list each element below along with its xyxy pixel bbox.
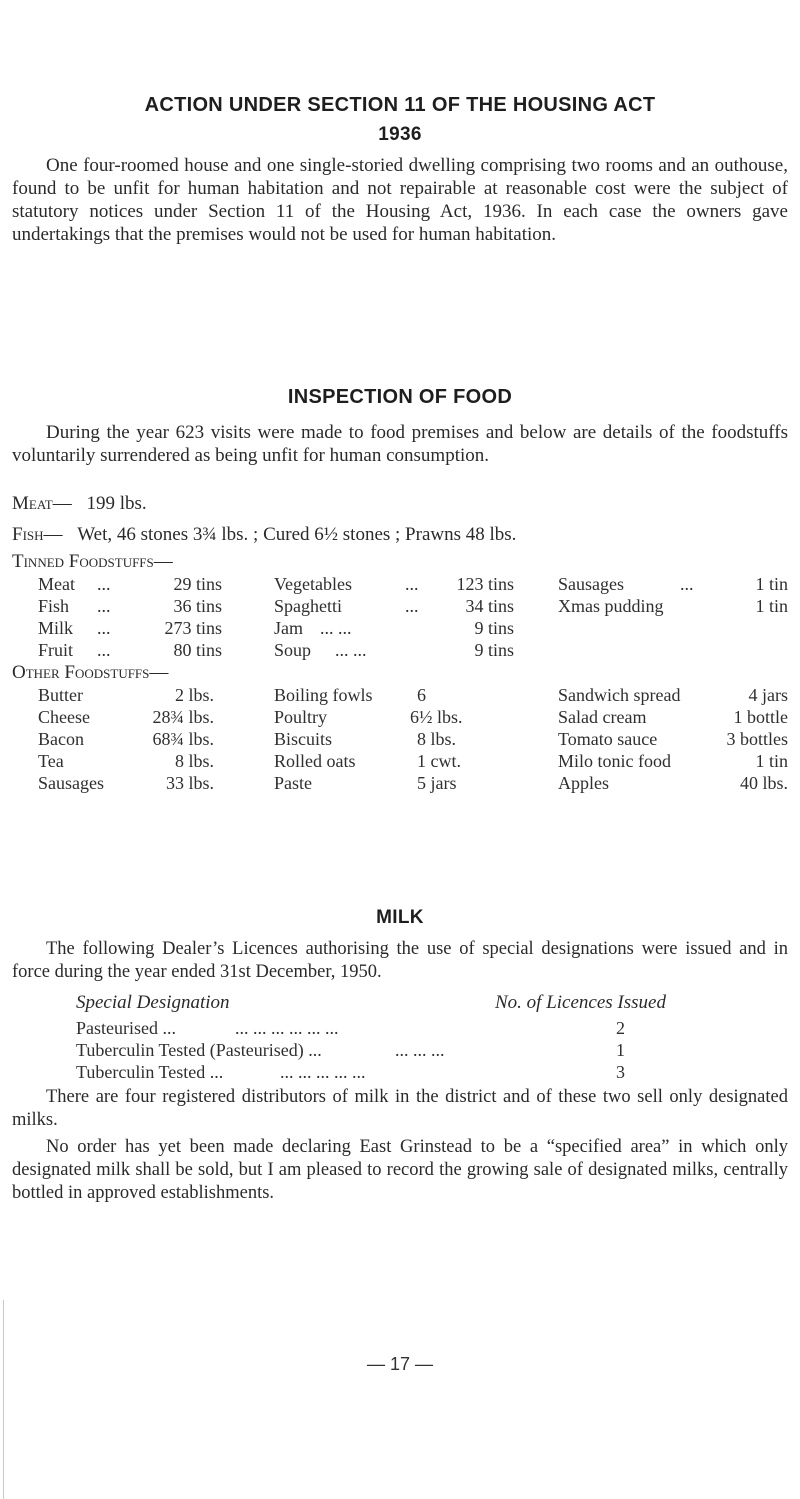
other-item: Rolled oats <box>274 751 356 771</box>
food-heading: INSPECTION OF FOOD <box>287 386 513 408</box>
other-item: Tomato sauce <box>558 729 658 749</box>
scan-margin-line <box>3 1300 4 1499</box>
other-item: Biscuits <box>274 729 333 749</box>
tinned-dots: ... ... <box>335 640 367 660</box>
other-qty: 1 bottle <box>733 707 788 727</box>
tinned-dots: ... ... <box>320 618 352 638</box>
other-qty: 28¾ lbs. <box>152 707 214 727</box>
tinned-qty: 1 tin <box>755 574 788 594</box>
tinned-qty: 1 tin <box>755 596 788 616</box>
meat-label: Meat— <box>12 493 72 514</box>
other-qty: 6½ lbs. <box>410 707 463 727</box>
other-qty: 3 bottles <box>726 729 788 749</box>
tinned-dots: ... <box>405 574 419 594</box>
other-qty: 1 cwt. <box>417 751 461 771</box>
tinned-foodstuffs-label: Tinned Foodstuffs— <box>12 551 173 572</box>
other-qty: 6 <box>417 685 426 705</box>
tinned-dots: ... <box>97 618 111 638</box>
other-item: Poultry <box>274 707 328 727</box>
tinned-qty: 29 tins <box>173 574 222 594</box>
other-foodstuffs-label: Other Foodstuffs— <box>12 662 169 683</box>
other-item: Tea <box>38 751 64 771</box>
other-qty: 4 jars <box>748 685 788 705</box>
tinned-item: Milk <box>38 618 74 638</box>
other-item: Butter <box>38 685 83 705</box>
other-qty: 2 lbs. <box>174 685 214 705</box>
other-item: Apples <box>558 773 609 793</box>
designation-name: Tuberculin Tested (Pasteurised) ... <box>76 1040 322 1060</box>
other-item: Bacon <box>38 729 84 749</box>
other-item: Paste <box>274 773 312 793</box>
tinned-dots: ... <box>97 640 111 660</box>
other-qty: 1 tin <box>755 751 788 771</box>
tinned-qty: 34 tins <box>465 596 514 616</box>
milk-paragraph-distributors: There are four registered distributors of milk in the district and of these two sell only designated milks. <box>12 1087 788 1130</box>
tinned-dots: ... <box>97 596 111 616</box>
tinned-qty: 9 tins <box>474 618 514 638</box>
other-item: Sausages <box>38 773 104 793</box>
page-number: — 17 — <box>366 1354 434 1374</box>
designation-name: Pasteurised ... <box>76 1018 176 1038</box>
meat-value: 199 lbs. <box>86 493 147 514</box>
other-item: Sandwich spread <box>558 685 681 705</box>
tinned-item: Soup <box>274 640 312 660</box>
fish-line <box>12 524 516 546</box>
tinned-qty: 80 tins <box>173 640 222 660</box>
milk-paragraph-specified-area: No order has yet been made declaring East Grinstead to be a “specified area” in which only designated milk shall be sold, but I am pleased to record the growing sale of designated milks, centrally bottled in approved establishments. <box>12 1137 788 1203</box>
other-qty: 40 lbs. <box>739 773 788 793</box>
housing-heading: ACTION UNDER SECTION 11 OF THE HOUSING ACT <box>144 94 656 116</box>
other-item: Boiling fowls <box>274 685 373 705</box>
tinned-item: Fish <box>38 596 70 616</box>
designation-dots: ... ... ... <box>395 1040 445 1060</box>
licences-column-header: No. of Licences Issued <box>495 992 666 1013</box>
licence-count: 3 <box>616 1062 625 1082</box>
designation-dots: ... ... ... ... ... <box>280 1062 366 1082</box>
tinned-item: Vegetables <box>274 574 352 594</box>
licence-count: 2 <box>616 1018 625 1038</box>
tinned-qty: 123 tins <box>456 574 514 594</box>
tinned-item: Jam <box>274 618 303 638</box>
other-item: Cheese <box>38 707 90 727</box>
meat-line <box>12 493 147 515</box>
housing-year: 1936 <box>378 124 422 145</box>
fish-value: Wet, 46 stones 3¾ lbs. ; Cured 6½ stones ; Prawns 48 lbs. <box>77 524 517 545</box>
other-item: Salad cream <box>558 707 647 727</box>
other-qty: 68¾ lbs. <box>152 729 214 749</box>
other-qty: 33 lbs. <box>165 773 214 793</box>
tinned-qty: 273 tins <box>164 618 222 638</box>
tinned-item: Spaghetti <box>274 596 342 616</box>
tinned-dots: ... <box>405 596 419 616</box>
tinned-dots: ... <box>97 574 111 594</box>
tinned-qty: 9 tins <box>474 640 514 660</box>
tinned-dots: ... <box>680 574 694 594</box>
tinned-item: Sausages <box>558 574 624 594</box>
other-qty: 8 lbs. <box>417 729 457 749</box>
food-paragraph: During the year 623 visits were made to food premises and below are details of the foodstuffs voluntarily surrendered as being unfit for human consumption. <box>12 422 788 466</box>
other-qty: 8 lbs. <box>174 751 214 771</box>
tinned-item: Xmas pudding <box>558 596 664 616</box>
tinned-qty: 36 tins <box>173 596 222 616</box>
other-qty: 5 jars <box>417 773 457 793</box>
housing-paragraph: One four-roomed house and one single-storied dwelling comprising two rooms and an outhouse, found to be unfit for human habitation and not repairable at reasonable cost were the subject of statutory notices under Section 11 of the Housing Act, 1936. In each case the owners gave undertakings that the premises would not be used for human habitation. <box>12 155 788 245</box>
milk-paragraph-licences: The following Dealer’s Licences authorising the use of special designations were issued and in force during the year ended 31st December, 1950. <box>12 939 788 982</box>
fish-label: Fish— <box>12 524 63 545</box>
designation-column-header: Special Designation <box>76 992 230 1013</box>
licence-count: 1 <box>616 1040 625 1060</box>
designation-dots: ... ... ... ... ... ... <box>235 1018 339 1038</box>
other-item: Milo tonic food <box>558 751 671 771</box>
tinned-item: Meat <box>38 574 75 594</box>
milk-heading: MILK <box>376 907 424 928</box>
tinned-item: Fruit <box>38 640 74 660</box>
designation-name: Tuberculin Tested ... <box>76 1062 224 1082</box>
